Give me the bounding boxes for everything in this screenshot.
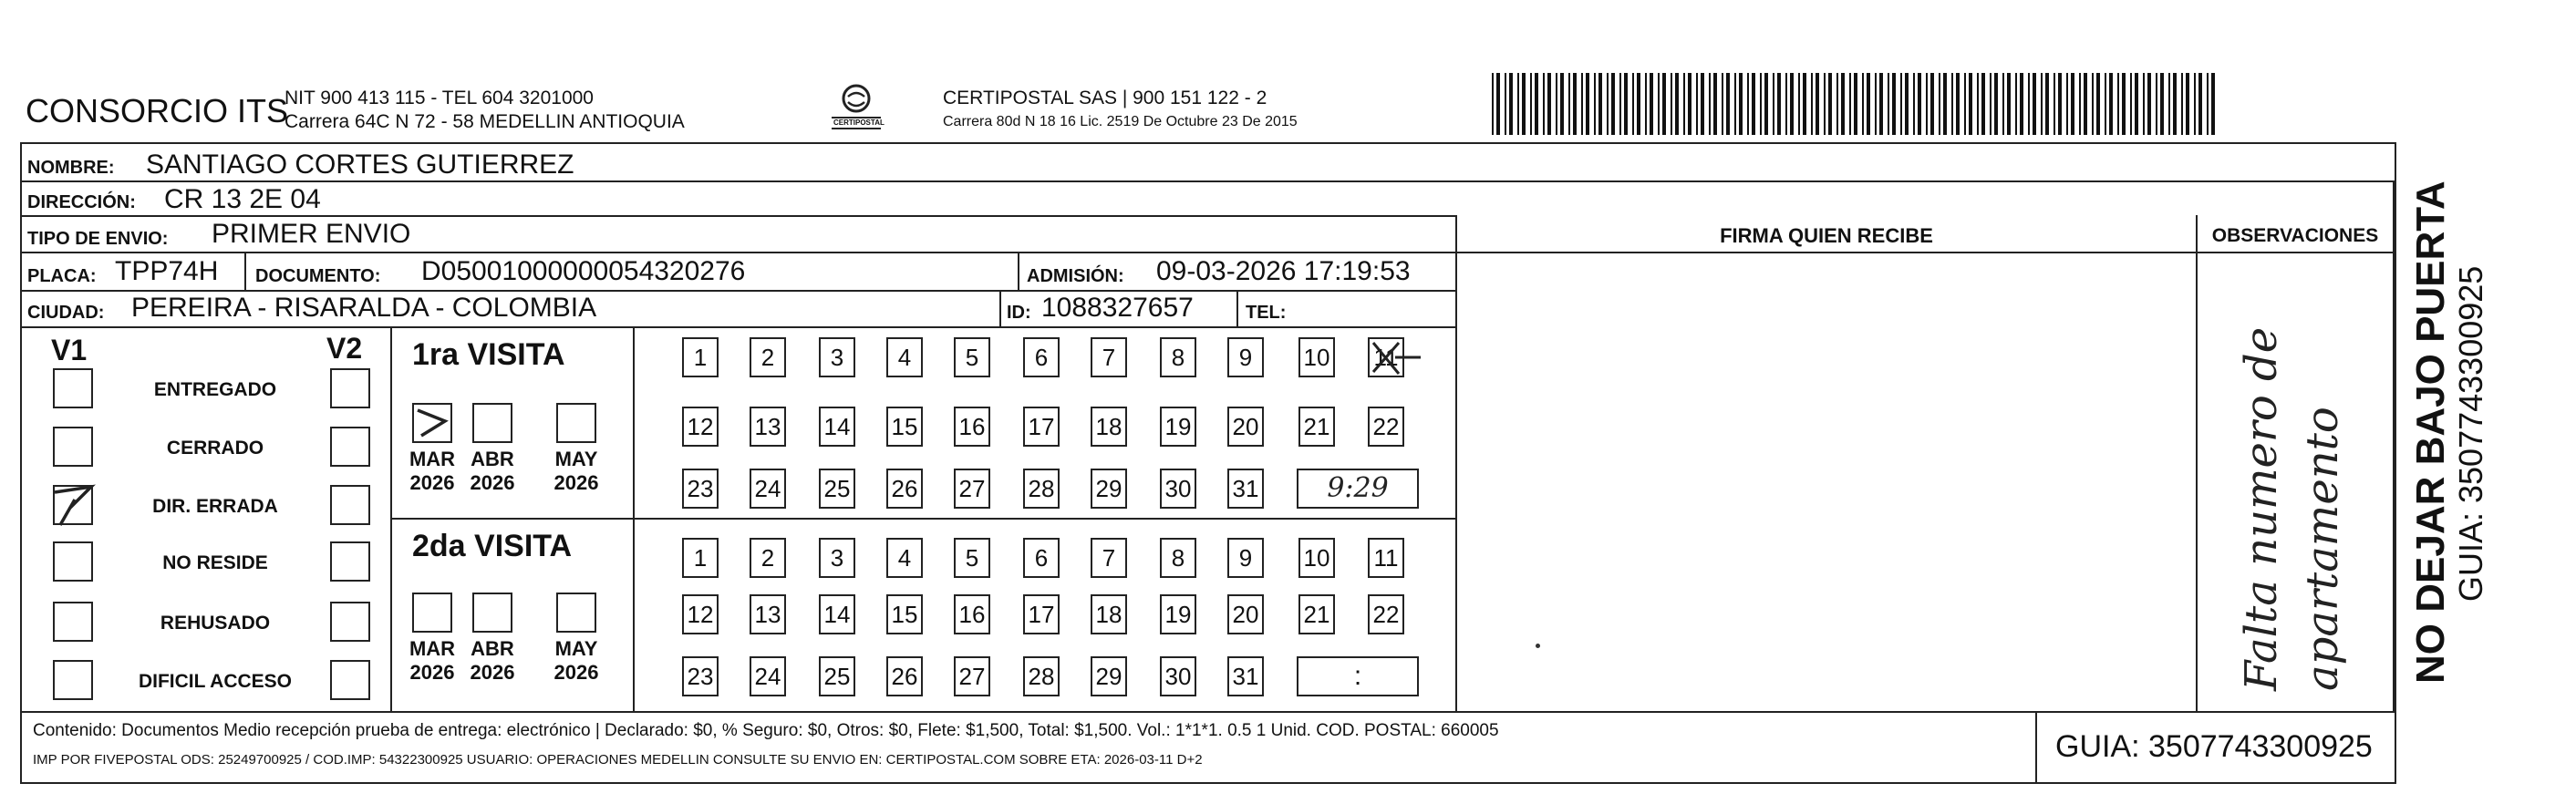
month-label: ABR <box>471 637 514 660</box>
v2-label: V2 <box>326 332 363 365</box>
day-box[interactable]: 28 <box>1023 656 1060 696</box>
v2-checkbox[interactable] <box>330 541 370 582</box>
admision-value: 09-03-2026 17:19:53 <box>1156 256 1411 286</box>
day-box[interactable]: 19 <box>1160 407 1196 447</box>
day-box[interactable]: 21 <box>1298 407 1335 447</box>
day-box[interactable]: 1 <box>682 337 719 377</box>
v1-checkbox[interactable] <box>53 541 93 582</box>
day-box[interactable]: 27 <box>954 656 990 696</box>
day-box[interactable]: 26 <box>886 469 923 509</box>
company-address: Carrera 64C N 72 - 58 MEDELLIN ANTIOQUIA <box>284 111 685 132</box>
status-option-label: CERRADO <box>166 438 264 459</box>
v2-checkbox[interactable] <box>330 602 370 642</box>
month-checkbox[interactable] <box>412 593 452 633</box>
v1-checkbox[interactable] <box>53 368 93 408</box>
day-box[interactable]: 14 <box>819 407 855 447</box>
id-label: ID: <box>1007 303 1031 323</box>
day-box[interactable]: 7 <box>1091 337 1127 377</box>
month-year-label: 2026 <box>470 661 515 684</box>
id-value: 1088327657 <box>1041 293 1194 323</box>
day-box[interactable]: 15 <box>886 407 923 447</box>
time-box[interactable]: : <box>1297 656 1419 696</box>
certipostal-logo <box>824 82 888 137</box>
month-label: MAY <box>554 448 598 470</box>
day-box[interactable]: 3 <box>819 538 855 578</box>
side-text <box>2404 173 2540 684</box>
month-year-label: 2026 <box>553 661 599 684</box>
observaciones-area <box>2198 253 2393 711</box>
firma-header: FIRMA QUIEN RECIBE <box>1720 224 1933 247</box>
day-box[interactable]: 5 <box>954 337 990 377</box>
documento-label: DOCUMENTO: <box>255 266 381 286</box>
day-box[interactable]: 29 <box>1091 469 1127 509</box>
placa-label: PLACA: <box>27 266 97 286</box>
month-checkbox[interactable] <box>472 403 512 443</box>
documento-value: D05001000000054320276 <box>421 256 746 286</box>
day-box[interactable]: 17 <box>1023 594 1060 634</box>
direccion-label: DIRECCIÓN: <box>27 192 136 212</box>
v1-checkbox[interactable] <box>53 427 93 467</box>
day-box[interactable]: 12 <box>682 594 719 634</box>
observaciones-header: OBSERVACIONES <box>2211 225 2379 246</box>
logo-text: CERTIPOSTAL <box>833 119 885 127</box>
v1-checkbox[interactable] <box>53 602 93 642</box>
observaciones-handwritten: Falta numero de apartamento <box>2235 326 2348 691</box>
day-box[interactable]: 8 <box>1160 538 1196 578</box>
day-box[interactable]: 10 <box>1298 337 1335 377</box>
v1-checkbox[interactable] <box>53 660 93 700</box>
day-box[interactable]: 4 <box>886 538 923 578</box>
day-box[interactable]: 26 <box>886 656 923 696</box>
day-box[interactable]: 29 <box>1091 656 1127 696</box>
day-box[interactable]: 30 <box>1160 656 1196 696</box>
company-name: CONSORCIO ITS <box>26 92 289 129</box>
day-box[interactable]: 19 <box>1160 594 1196 634</box>
day-box[interactable]: 5 <box>954 538 990 578</box>
company-nit: NIT 900 413 115 - TEL 604 3201000 <box>284 88 594 108</box>
day-box[interactable]: 11 <box>1368 337 1404 377</box>
side-guia: GUIA: 3507743300925 <box>2452 265 2489 602</box>
status-option-label: DIFICIL ACCESO <box>138 671 292 692</box>
day-box[interactable]: 2 <box>750 337 786 377</box>
day-box[interactable]: 28 <box>1023 469 1060 509</box>
month-checkbox[interactable] <box>472 593 512 633</box>
day-box[interactable]: 16 <box>954 407 990 447</box>
dir-errada-check-mark <box>49 481 98 529</box>
v2-checkbox[interactable] <box>330 368 370 408</box>
day-box[interactable]: 2 <box>750 538 786 578</box>
barcode <box>1492 73 2219 135</box>
day-box[interactable]: 13 <box>750 594 786 634</box>
day-box[interactable]: 25 <box>819 469 855 509</box>
day-box[interactable]: 18 <box>1091 407 1127 447</box>
month-year-label: 2026 <box>470 471 515 494</box>
day-box[interactable]: 27 <box>954 469 990 509</box>
day-box[interactable]: 7 <box>1091 538 1127 578</box>
day-box[interactable]: 6 <box>1023 337 1060 377</box>
month-checkbox[interactable] <box>556 593 596 633</box>
tel-label: TEL: <box>1246 303 1287 323</box>
ciudad-value: PEREIRA - RISARALDA - COLOMBIA <box>131 293 597 323</box>
month-year-label: 2026 <box>409 471 455 494</box>
footer-imp: IMP POR FIVEPOSTAL ODS: 25249700925 / COD.IMP: 54322300925 USUARIO: OPERACIONES MEDELLIN CONSULTE SU ENVIO EN: CERTIPOSTAL.COM SOBRE ETA: 2026-03-11 D+2 <box>33 752 1203 768</box>
day-box[interactable]: 20 <box>1227 407 1264 447</box>
day-box[interactable]: 8 <box>1160 337 1196 377</box>
day-box[interactable]: 25 <box>819 656 855 696</box>
v2-checkbox[interactable] <box>330 427 370 467</box>
tipo-envio-label: TIPO DE ENVIO: <box>27 229 169 249</box>
month-label: ABR <box>471 448 514 470</box>
day-box[interactable]: 23 <box>682 656 719 696</box>
placa-value: TPP74H <box>115 256 219 286</box>
day-box[interactable]: 30 <box>1160 469 1196 509</box>
month-year-label: 2026 <box>409 661 455 684</box>
day-box[interactable]: 12 <box>682 407 719 447</box>
day-box[interactable]: 9 <box>1227 538 1264 578</box>
admision-label: ADMISIÓN: <box>1027 266 1124 286</box>
month-label: MAY <box>554 637 598 660</box>
month-check-mark <box>412 403 452 443</box>
day-box[interactable]: 22 <box>1368 407 1404 447</box>
day-box[interactable]: 18 <box>1091 594 1127 634</box>
nombre-value: SANTIAGO CORTES GUTIERREZ <box>146 149 574 180</box>
partner-name: CERTIPOSTAL SAS | 900 151 122 - 2 <box>943 88 1267 108</box>
status-option-label: ENTREGADO <box>153 379 277 400</box>
day-box[interactable]: 1 <box>682 538 719 578</box>
tipo-envio-value: PRIMER ENVIO <box>212 219 411 249</box>
status-option-label: REHUSADO <box>160 613 271 634</box>
day-box[interactable]: 14 <box>819 594 855 634</box>
day-box[interactable]: 9 <box>1227 337 1264 377</box>
day-box[interactable]: 31 <box>1227 656 1264 696</box>
day-box[interactable]: 4 <box>886 337 923 377</box>
day-box[interactable]: 21 <box>1298 594 1335 634</box>
day-box[interactable]: 17 <box>1023 407 1060 447</box>
footer-contenido: Contenido: Documentos Medio recepción prueba de entrega: electrónico | Declarado: $0, % Seguro: $0, Otros: $0, Flete: $1,500, Total: $1,500. Vol.: 1*1*1. 0.5 1 Unid. COD. POSTAL: 660005 <box>33 721 1499 740</box>
day-box[interactable]: 31 <box>1227 469 1264 509</box>
nombre-label: NOMBRE: <box>27 158 115 178</box>
v1-label: V1 <box>51 334 88 366</box>
month-label: MAR <box>409 448 456 470</box>
day-box[interactable]: 24 <box>750 656 786 696</box>
day-box[interactable]: 23 <box>682 469 719 509</box>
status-option-label: DIR. ERRADA <box>152 496 278 517</box>
month-year-label: 2026 <box>553 471 599 494</box>
time-box[interactable]: 9:29 <box>1297 469 1419 509</box>
month-label: MAR <box>409 637 456 660</box>
day-box[interactable]: 24 <box>750 469 786 509</box>
direccion-value: CR 13 2E 04 <box>164 184 321 214</box>
partner-address: Carrera 80d N 18 16 Lic. 2519 De Octubre 23 De 2015 <box>943 114 1298 129</box>
v2-checkbox[interactable] <box>330 660 370 700</box>
day-box[interactable]: 11 <box>1368 538 1404 578</box>
day-box[interactable]: 3 <box>819 337 855 377</box>
ciudad-label: CIUDAD: <box>27 303 105 323</box>
visit1-title: 1ra VISITA <box>412 337 565 372</box>
day-box[interactable]: 20 <box>1227 594 1264 634</box>
day-box[interactable]: 15 <box>886 594 923 634</box>
day-box[interactable]: 6 <box>1023 538 1060 578</box>
side-no-dejar: NO DEJAR BAJO PUERTA <box>2408 180 2453 684</box>
footer-guia: GUIA: 3507743300925 <box>2055 729 2373 764</box>
day-check-mark <box>1368 337 1422 377</box>
day-box[interactable]: 10 <box>1298 538 1335 578</box>
day-box[interactable]: 16 <box>954 594 990 634</box>
day-box[interactable]: 22 <box>1368 594 1404 634</box>
v2-checkbox[interactable] <box>330 485 370 525</box>
visit2-title: 2da VISITA <box>412 529 573 563</box>
status-option-label: NO RESIDE <box>162 552 268 573</box>
day-box[interactable]: 13 <box>750 407 786 447</box>
signature-area <box>1457 253 2196 711</box>
month-checkbox[interactable] <box>556 403 596 443</box>
